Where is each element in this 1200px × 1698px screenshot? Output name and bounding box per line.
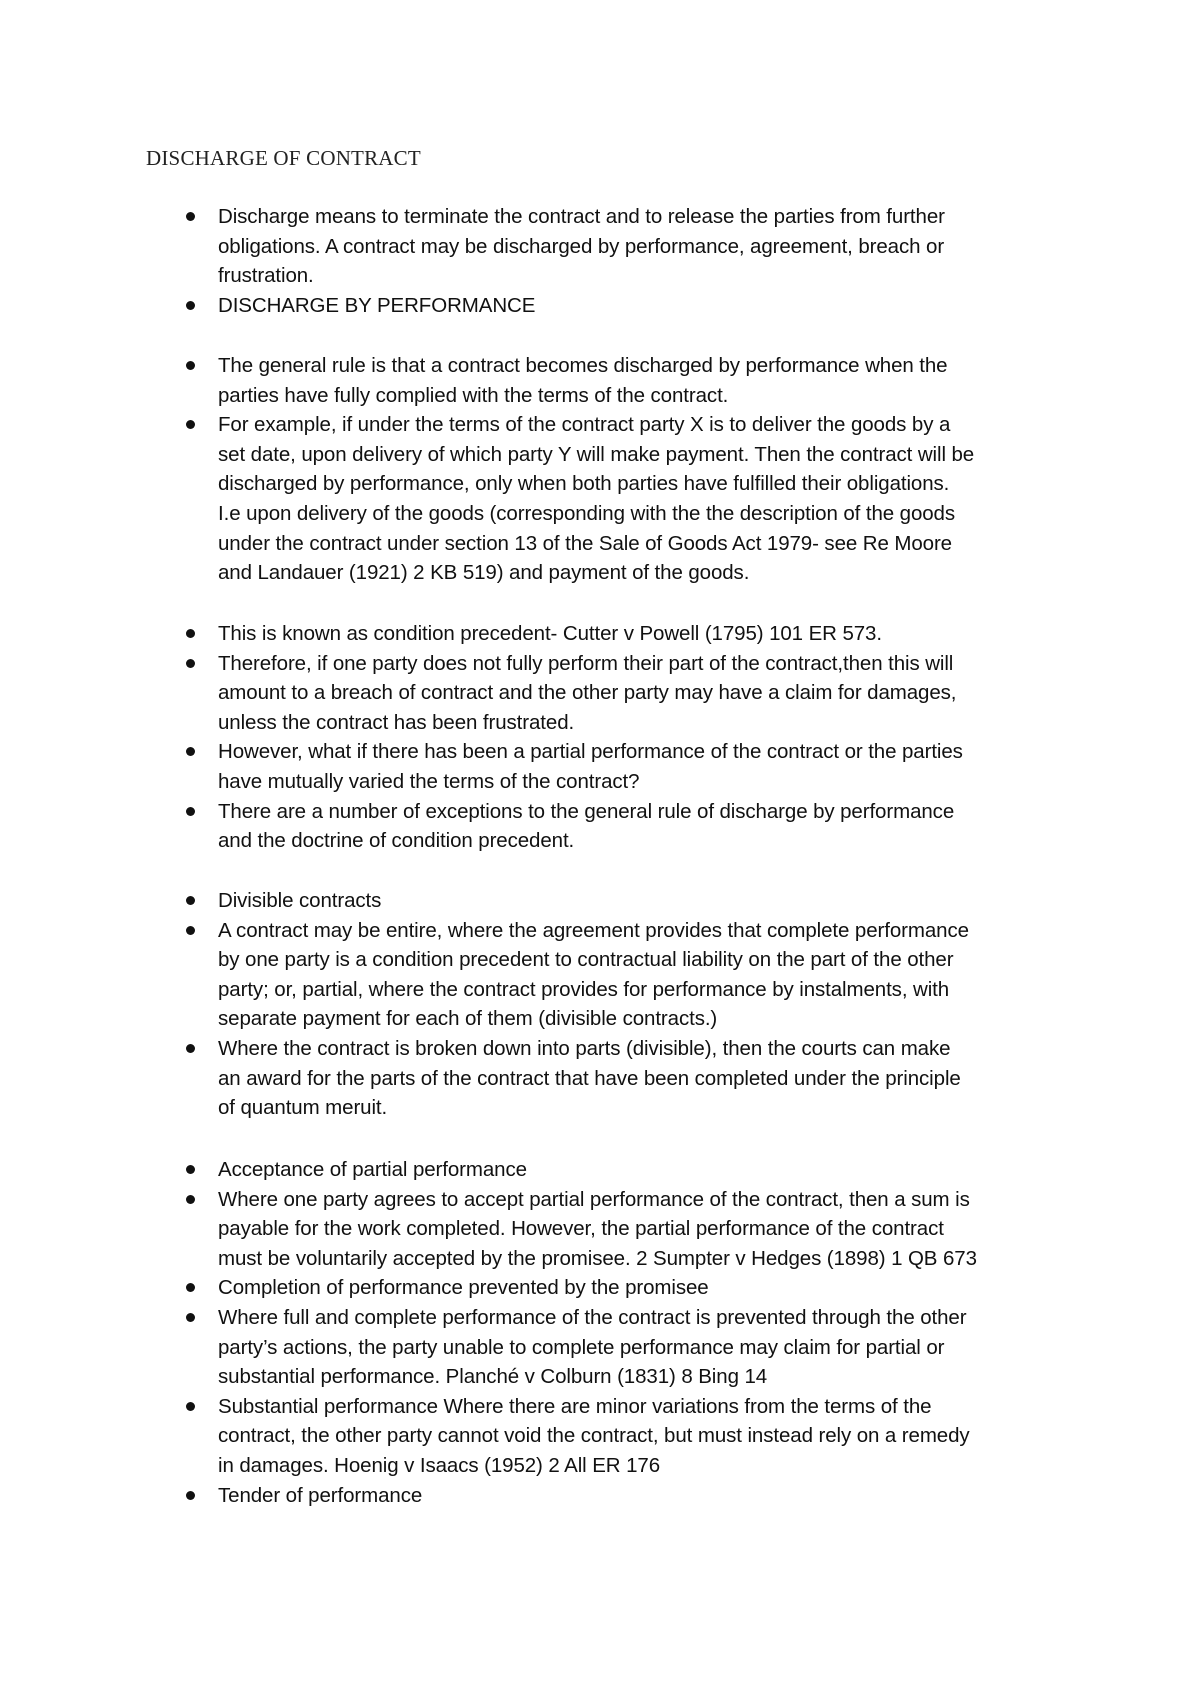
list-item-text: Therefore, if one party does not fully perform their part of the contract,then this will amount to a breach of contract and the other party may have a claim for damages, unless the contract has been frustrated. — [218, 651, 957, 734]
list-item — [146, 291, 1086, 321]
bullet-icon — [186, 896, 195, 905]
list-item-text: Where the contract is broken down into parts (divisible), then the courts can make an award for the parts of the contract that have been completed under the principle of quantum meruit. — [218, 1036, 961, 1120]
list-item — [146, 1303, 1086, 1392]
list-item-text: There are a number of exceptions to the general rule of discharge by performance and the doctrine of condition precedent. — [218, 799, 955, 853]
list-item-text: A contract may be entire, where the agreement provides that complete performance by one party is a condition precedent to contractual liability on the part of the other party; or, partial, where the contract provides for performance by instalments, with separate payment for each of them (divisible contracts.) — [218, 918, 969, 1031]
list-item-text: However, what if there has been a partial performance of the contract or the parties have mutually varied the terms of the contract? — [218, 740, 963, 793]
bullet-icon — [186, 926, 195, 935]
list-item — [146, 1155, 1086, 1185]
list-item-text: Discharge means to terminate the contract and to release the parties from further obligations. A contract may be discharged by performance, agreement, breach or frustration. — [218, 205, 945, 288]
bullet-icon — [186, 1195, 195, 1204]
bullet-icon — [186, 629, 195, 638]
list-item — [146, 410, 1086, 588]
bullet-icon — [186, 212, 195, 221]
list-item-text: Substantial performance Where there are minor variations from the terms of the contract, the other party cannot void the contract, but must instead rely on a remedy in damages. Hoenig v Isaacs (1952) 2 All ER 176 — [218, 1394, 970, 1477]
list-item — [146, 737, 1086, 796]
list-item-text: Where full and complete performance of the contract is prevented through the other party’s actions, the party unable to complete performance may claim for partial or substantial performance. Planché v Colburn (1831) 8 Bing 14 — [218, 1305, 967, 1389]
list-item — [146, 886, 1086, 916]
list-item — [146, 1481, 1086, 1511]
bullet-icon — [186, 807, 195, 816]
bullet-icon — [186, 301, 195, 310]
list-item — [146, 351, 1086, 410]
bullet-list-condition-precedent — [146, 619, 1086, 856]
list-item — [146, 1392, 1086, 1481]
list-item-text: Where one party agrees to accept partial performance of the contract, then a sum is payable for the work completed. However, the partial performance of the contract must be voluntarily accepted by the promisee. 2 Sumpter v Hedges (1898) 1 QB 673 — [218, 1187, 977, 1270]
bullet-icon — [186, 1313, 195, 1322]
list-item — [146, 1034, 1086, 1123]
bullet-icon — [186, 1283, 195, 1292]
bullet-list-divisible-contracts — [146, 886, 1086, 1123]
bullet-icon — [186, 1491, 195, 1500]
bullet-icon — [186, 420, 195, 429]
bullet-list-intro — [146, 202, 1086, 320]
list-item — [146, 1185, 1086, 1274]
list-item — [146, 619, 1086, 649]
bullet-list-partial-performance — [146, 1155, 1086, 1510]
list-item-text: This is known as condition precedent- Cutter v Powell (1795) 101 ER 573. — [218, 622, 882, 645]
bullet-icon — [186, 1402, 195, 1411]
list-item-text: Tender of performance — [218, 1483, 423, 1507]
bullet-icon — [186, 1044, 195, 1053]
list-item-text: The general rule is that a contract becomes discharged by performance when the parties have fully complied with the terms of the contract. — [218, 354, 948, 407]
list-item-text: Acceptance of partial performance — [218, 1158, 527, 1181]
list-item — [146, 202, 1086, 291]
list-item-text: Divisible contracts — [218, 889, 382, 912]
document-title: DISCHARGE OF CONTRACT — [146, 146, 421, 170]
list-item-text: Completion of performance prevented by the promisee — [218, 1276, 709, 1300]
list-item — [146, 797, 1086, 856]
bullet-icon — [186, 747, 195, 756]
list-item — [146, 1273, 1086, 1303]
list-item-text: For example, if under the terms of the contract party X is to deliver the goods by a set date, upon delivery of which party Y will make payment. Then the contract will be discharged by performance, only when both parties have fulfilled their obligations. I.e upon delivery of the goods (corresponding with the the description of the goods under the contract under section 13 of the Sale of Goods Act 1979- see Re Moore and Landauer (1921) 2 KB 519) and payment of the goods. — [218, 413, 975, 585]
list-item-text: DISCHARGE BY PERFORMANCE — [218, 293, 536, 317]
bullet-icon — [186, 659, 195, 668]
bullet-icon — [186, 361, 195, 370]
list-item — [146, 916, 1086, 1034]
list-item — [146, 649, 1086, 738]
bullet-icon — [186, 1165, 195, 1174]
bullet-list-general-rule — [146, 351, 1086, 588]
